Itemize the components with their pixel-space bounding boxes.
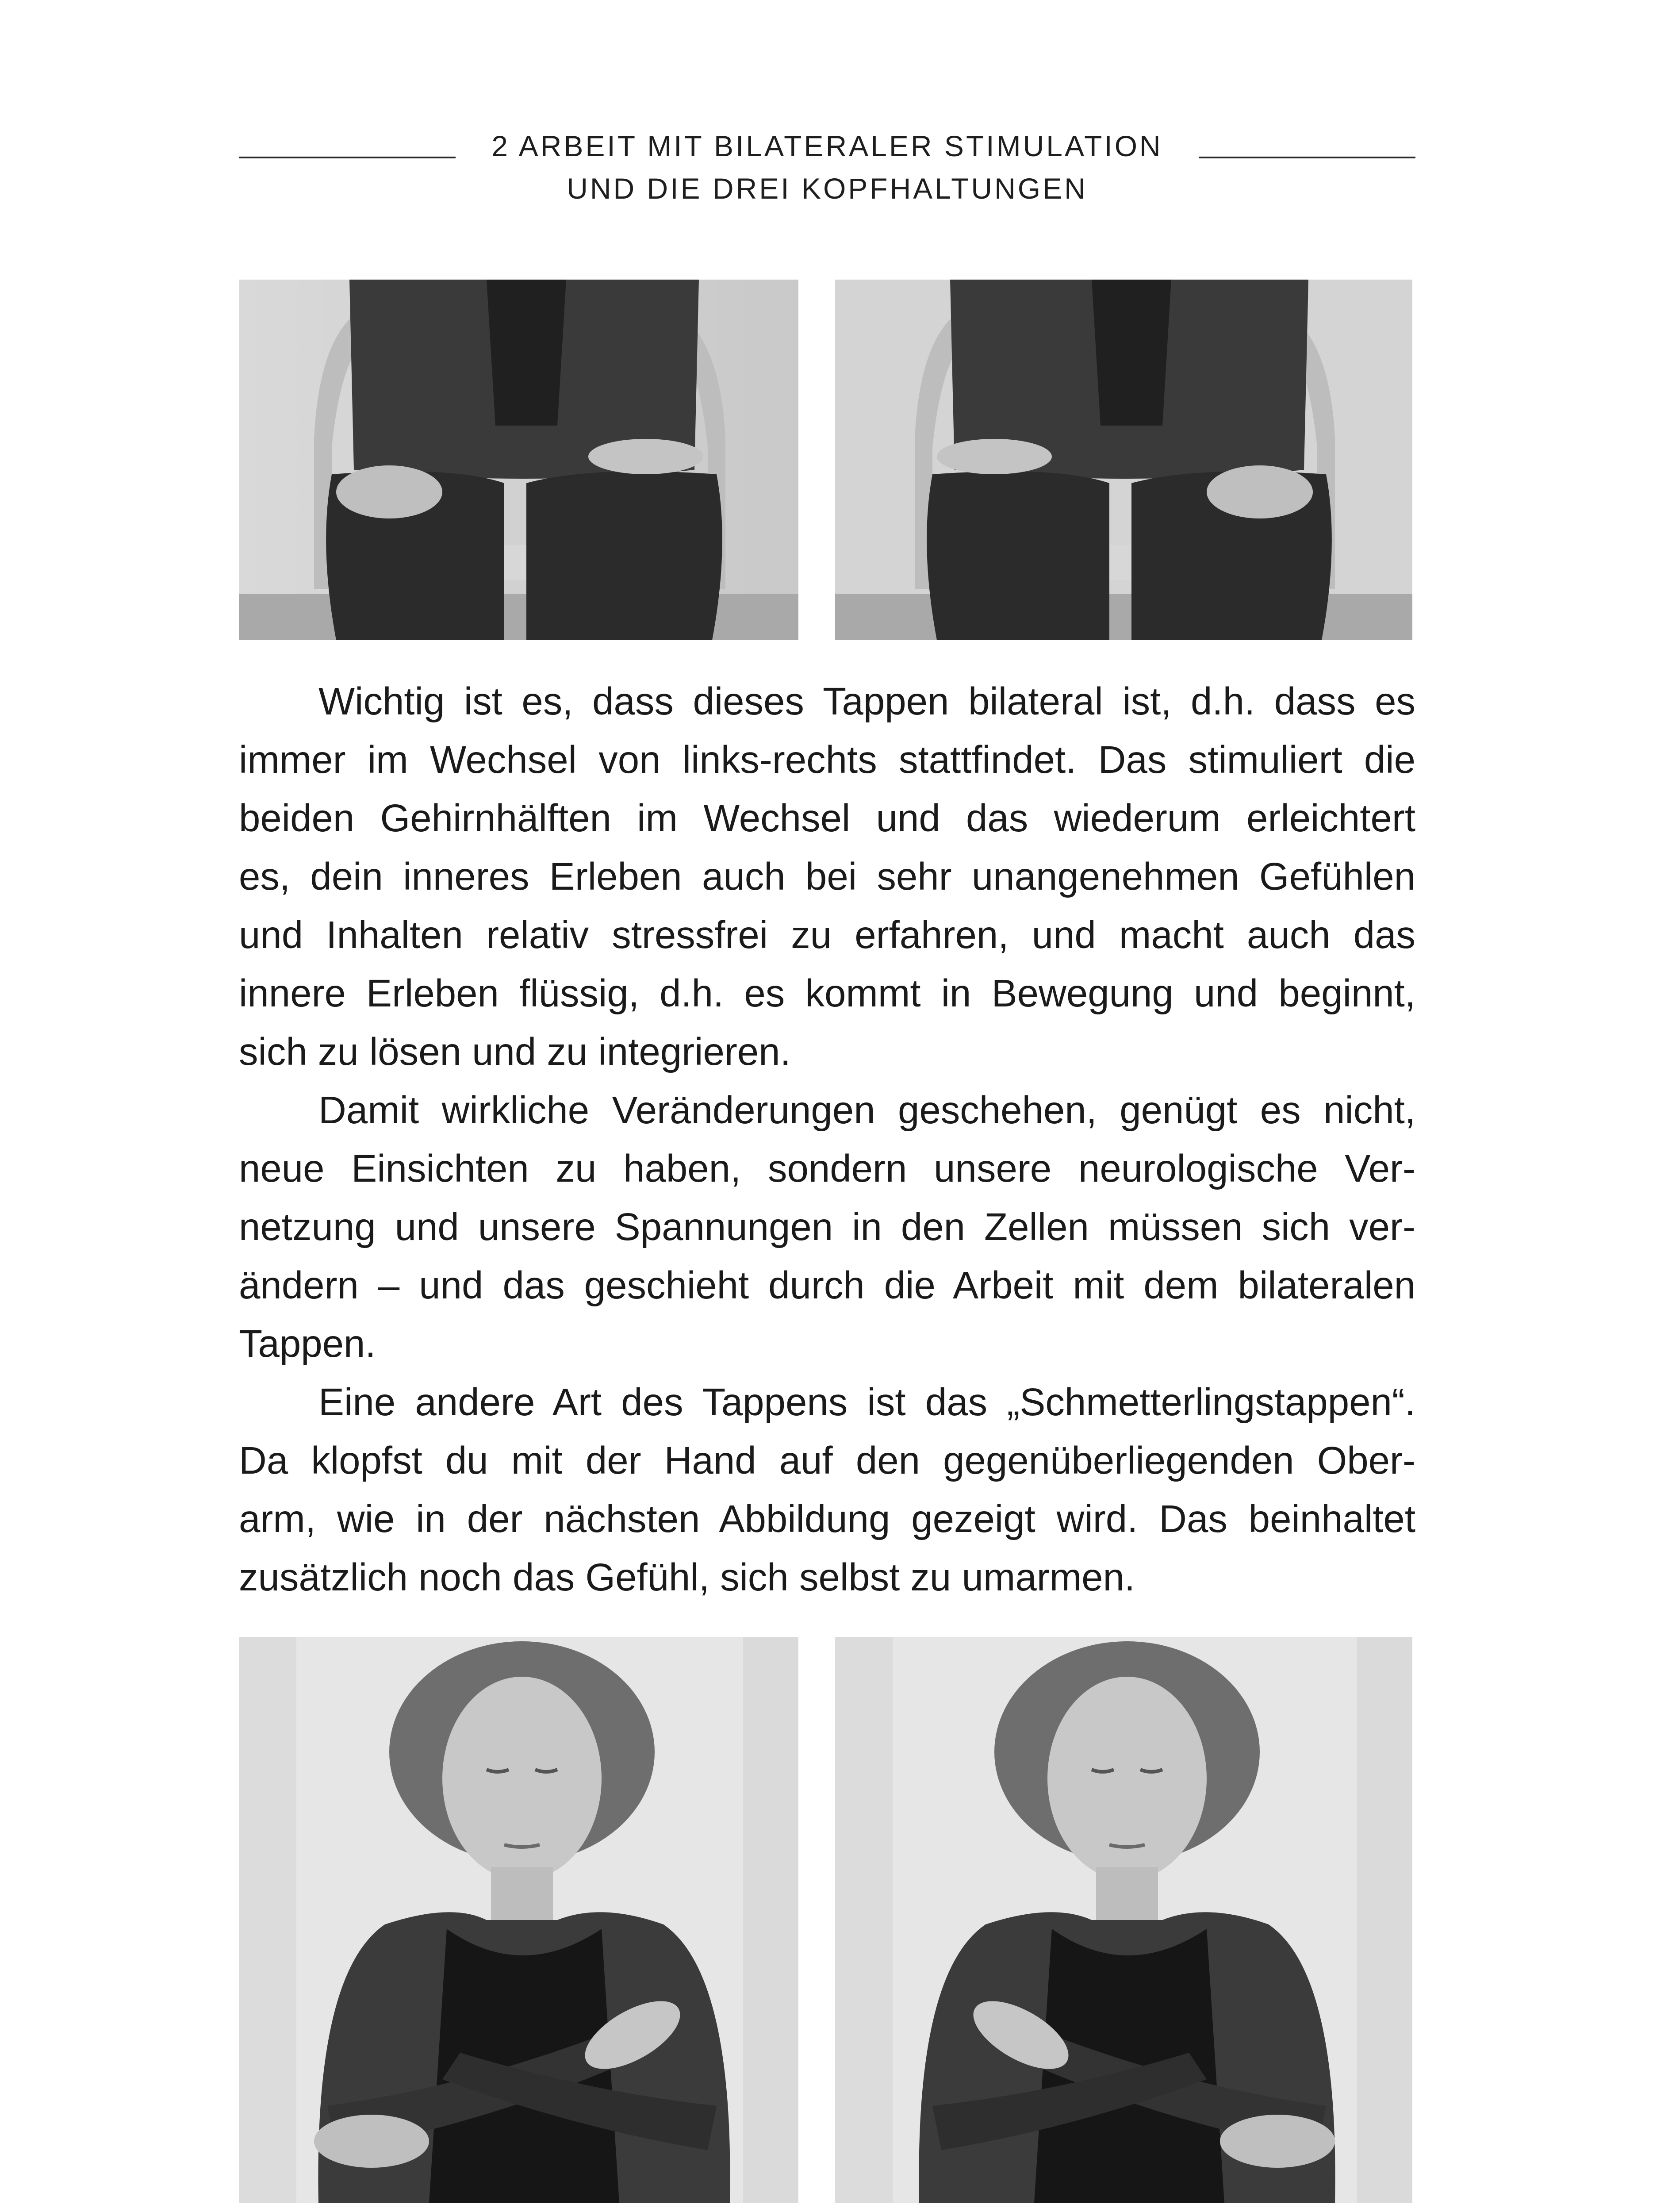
seated-tapping-left-image — [239, 280, 798, 640]
text-line: beiden Gehirnhälften im Wechsel und das wiederum erleichtert — [239, 797, 1415, 840]
text-line: ändern – und das geschieht durch die Arbeit mit dem bilateralen — [239, 1264, 1415, 1307]
text-line: arm, wie in der nächsten Abbildung gezeigt wird. Das beinhaltet — [239, 1498, 1415, 1540]
running-header-line-1 — [239, 125, 1415, 167]
paragraph-1 — [239, 672, 1415, 1081]
photo-butterfly-tapping-left — [239, 1637, 798, 2203]
header-rule-left — [239, 157, 456, 158]
text-line: Da klopfst du mit der Hand auf den gegenüberliegenden Ober- — [239, 1439, 1415, 1482]
text-line: neue Einsichten zu haben, sondern unsere neurologische Ver- — [239, 1147, 1415, 1190]
seated-tapping-right-image — [835, 280, 1412, 640]
butterfly-tapping-left-image — [239, 1637, 798, 2203]
text-line: Damit wirkliche Veränderungen geschehen, genügt es nicht, — [318, 1089, 1415, 1132]
butterfly-tapping-right-image — [835, 1637, 1412, 2203]
chapter-title-line-2: UND DIE DREI KOPFHALTUNGEN — [567, 172, 1088, 205]
paragraph-3 — [239, 1373, 1415, 1607]
text-line: Tappen. — [239, 1322, 376, 1365]
text-line: immer im Wechsel von links-rechts stattfindet. Das stimuliert die — [239, 738, 1415, 781]
text-line: Eine andere Art des Tappens ist das „Schmetterlingstappen“. — [318, 1381, 1415, 1424]
text-line: innere Erleben flüssig, d.h. es kommt in Bewegung und beginnt, — [239, 972, 1415, 1015]
text-line: netzung und unsere Spannungen in den Zellen müssen sich ver- — [239, 1206, 1415, 1248]
text-line: sich zu lösen und zu integrieren. — [239, 1030, 791, 1073]
photo-seated-tapping-left — [239, 280, 798, 640]
header-rule-right — [1199, 157, 1415, 158]
running-header — [239, 125, 1415, 210]
body-text — [239, 672, 1415, 1607]
text-line: zusätzlich noch das Gefühl, sich selbst zu umarmen. — [239, 1556, 1135, 1599]
text-line: es, dein inneres Erleben auch bei sehr unangenehmen Gefühlen — [239, 855, 1415, 898]
photo-seated-tapping-right — [835, 280, 1412, 640]
text-line: Wichtig ist es, dass dieses Tappen bilateral ist, d.h. dass es — [318, 680, 1415, 723]
text-line: und Inhalten relativ stressfrei zu erfahren, und macht auch das — [239, 914, 1415, 956]
chapter-title-line-1: 2 ARBEIT MIT BILATERALER STIMULATION — [491, 130, 1163, 162]
paragraph-2 — [239, 1081, 1415, 1373]
photo-butterfly-tapping-right — [835, 1637, 1412, 2203]
